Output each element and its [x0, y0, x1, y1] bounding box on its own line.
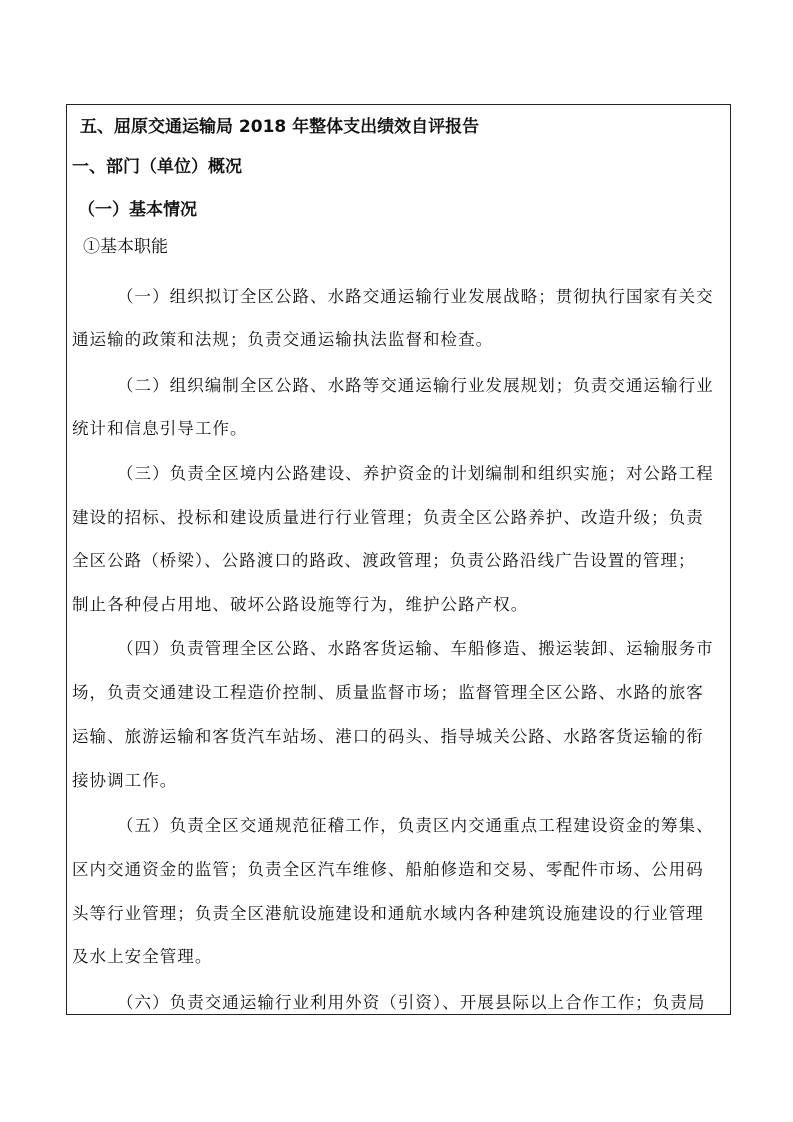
paragraph-line-17: （六）负责交通运输行业利用外资（引资）、开展县际以上合作工作；负责局 [117, 993, 706, 1012]
paragraph-line-4: 统计和信息引导工作。 [72, 419, 248, 438]
heading-department-overview: 一、部门（单位）概况 [72, 157, 242, 177]
heading-basic-functions: ①基本职能 [83, 237, 168, 257]
paragraph-line-12: 接协调工作。 [72, 771, 178, 790]
paragraph-line-13: （五）负责全区交通规范征稽工作，负责区内交通重点工程建设资金的筹集、 [117, 816, 714, 835]
section-title: 五、屈原交通运输局 2018 年整体支出绩效自评报告 [80, 117, 480, 137]
paragraph-line-6: 建设的招标、投标和建设质量进行行业管理；负责全区公路养护、改造升级；负责 [72, 508, 704, 527]
paragraph-line-1: （一）组织拟订全区公路、水路交通运输行业发展战略；贯彻执行国家有关交 [117, 287, 714, 306]
paragraph-line-8: 制止各种侵占用地、破坏公路设施等行为，维护公路产权。 [72, 595, 529, 614]
paragraph-line-16: 及水上安全管理。 [72, 947, 213, 966]
paragraph-line-15: 头等行业管理；负责全区港航设施建设和通航水域内各种建筑设施建设的行业管理 [72, 904, 704, 923]
paragraph-line-3: （二）组织编制全区公路、水路等交通运输行业发展规划；负责交通运输行业 [117, 376, 714, 395]
paragraph-line-10: 场，负责交通建设工程造价控制、质量监督市场；监督管理全区公路、水路的旅客 [72, 683, 704, 702]
heading-basic-situation: （一）基本情况 [78, 200, 197, 220]
paragraph-line-9: （四）负责管理全区公路、水路客货运输、车船修造、搬运装卸、运输服务市 [117, 639, 714, 658]
paragraph-line-11: 运输、旅游运输和客货汽车站场、港口的码头、指导城关公路、水路客货运输的衔 [72, 727, 704, 746]
paragraph-line-5: （三）负责全区境内公路建设、养护资金的计划编制和组织实施；对公路工程 [117, 464, 714, 483]
paragraph-line-14: 区内交通资金的监管；负责全区汽车维修、船舶修造和交易、零配件市场、公用码 [72, 860, 704, 879]
paragraph-line-2: 通运输的政策和法规；负责交通运输执法监督和检查。 [72, 330, 494, 349]
paragraph-line-7: 全区公路（桥梁）、公路渡口的路政、渡政管理；负责公路沿线广告设置的管理； [72, 551, 696, 570]
